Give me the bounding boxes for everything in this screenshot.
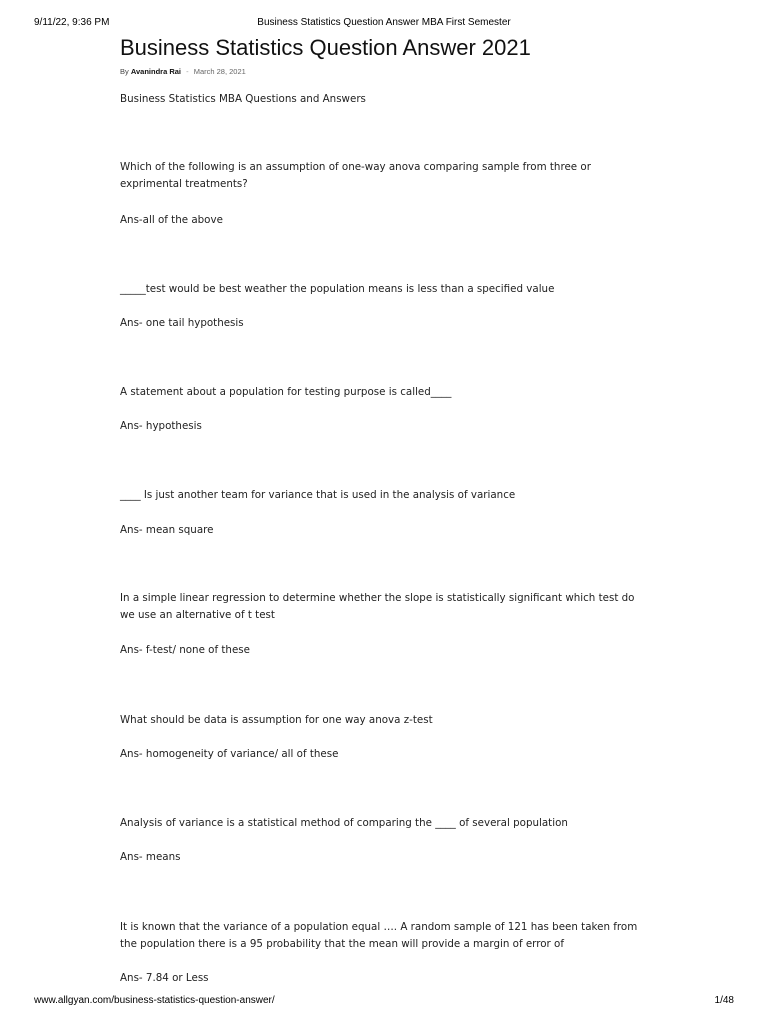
answer-7: Ans- means <box>120 851 181 863</box>
intro-paragraph: Business Statistics MBA Questions and Answers <box>120 93 366 105</box>
question-2: _____test would be best weather the population means is less than a specified value <box>120 283 555 295</box>
publish-date: March 28, 2021 <box>193 67 246 76</box>
question-1: Which of the following is an assumption of one-way anova comparing sample from three or exprimental treatments? <box>120 161 591 190</box>
byline-prefix: By <box>120 67 129 76</box>
answer-6: Ans- homogeneity of variance/ all of these <box>120 748 339 760</box>
answer-2: Ans- one tail hypothesis <box>120 317 244 329</box>
byline <box>120 67 246 76</box>
answer-8: Ans- 7.84 or Less <box>120 972 209 984</box>
answer-3: Ans- hypothesis <box>120 420 202 432</box>
print-datetime: 9/11/22, 9:36 PM <box>34 17 110 28</box>
question-6: What should be data is assumption for one way anova z-test <box>120 714 433 726</box>
author-link[interactable]: Avanindra Rai <box>130 67 182 76</box>
article-title: Business Statistics Question Answer 2021 <box>120 35 531 60</box>
answer-5: Ans- f-test/ none of these <box>120 644 250 656</box>
question-5: In a simple linear regression to determine whether the slope is statistically significant which test do we use an alternative of t test <box>120 592 635 621</box>
answer-1: Ans-all of the above <box>120 214 223 226</box>
page-number: 1/48 <box>714 995 734 1006</box>
answer-4: Ans- mean square <box>120 524 214 536</box>
print-document-title: Business Statistics Question Answer MBA First Semester <box>257 17 511 28</box>
question-7: Analysis of variance is a statistical method of comparing the ____ of several population <box>120 817 568 829</box>
print-url: www.allgyan.com/business-statistics-question-answer/ <box>34 995 275 1006</box>
byline-separator: - <box>186 67 189 76</box>
question-3: A statement about a population for testing purpose is called____ <box>120 386 452 398</box>
question-4: ____ Is just another team for variance that is used in the analysis of variance <box>120 489 516 501</box>
question-8: It is known that the variance of a population equal …. A random sample of 121 has been taken from the population there is a 95 probability that the mean will provide a margin of error of <box>120 921 638 950</box>
